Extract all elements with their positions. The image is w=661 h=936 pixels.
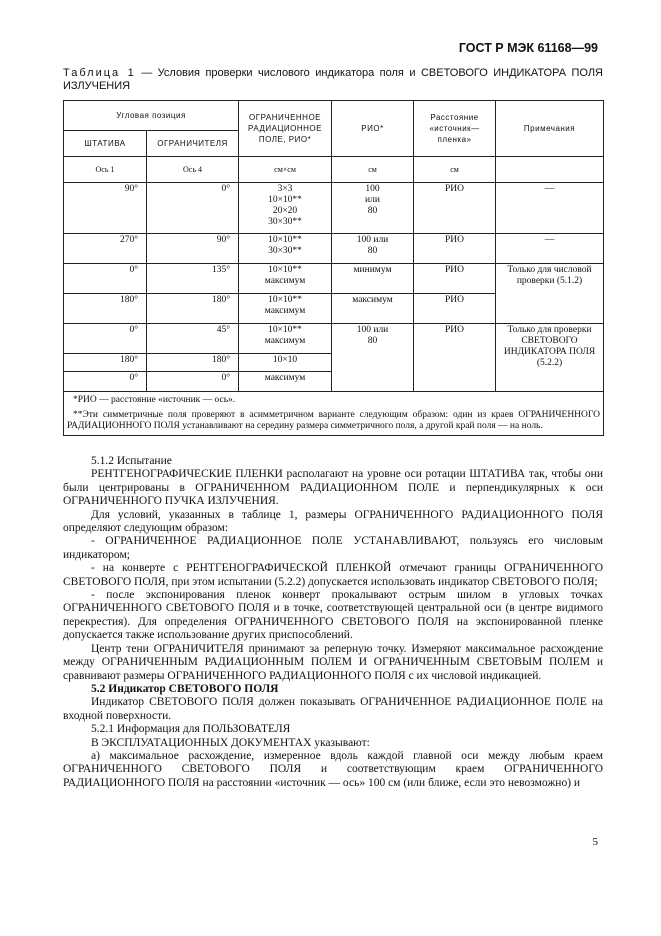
paragraph: а) максимальное расхождение, измеренное вдоль каждой главной оси между любым краем ОГРАНИЧЕННОГО СВЕТОВОГО ПОЛЯ и соответствующим краем ОГРАНИЧЕННОГО РАДИАЦИОННОГО ПОЛЯ на расстоянии «источник — ось» 100 см (или ближе, если это невозможно) и bbox=[63, 749, 603, 789]
cell-axis1: 0° bbox=[64, 264, 147, 294]
cell-distance: РИО bbox=[414, 264, 496, 294]
header-limiter: ОГРАНИЧИТЕЛЯ bbox=[147, 131, 239, 157]
cell-axis4: 0° bbox=[147, 372, 239, 392]
header-rio: РИО* bbox=[332, 101, 414, 157]
header-notes: Примечания bbox=[496, 101, 604, 157]
cell-axis4: 135° bbox=[147, 264, 239, 294]
header-axis1: Ось 1 bbox=[64, 157, 147, 183]
unit-rio: см bbox=[332, 157, 414, 183]
cell-field: 3×3 10×10** 20×20 30×30** bbox=[239, 183, 332, 234]
cell-distance: РИО bbox=[414, 294, 496, 324]
section-5-2-1-title: 5.2.1 Информация для ПОЛЬЗОВАТЕЛЯ bbox=[91, 723, 291, 736]
table-row bbox=[64, 183, 604, 234]
unit-field: см×см bbox=[239, 157, 332, 183]
cell-note: Только для проверки СВЕТОВОГО ИНДИКАТОРА ПОЛЯ (5.2.2) bbox=[496, 324, 604, 392]
cell-note: — bbox=[496, 234, 604, 264]
cell-distance: РИО bbox=[414, 234, 496, 264]
cell-field: 10×10 bbox=[239, 354, 332, 372]
header-distance: Расстояние «источник— пленка» bbox=[414, 101, 496, 157]
unit-distance: см bbox=[414, 157, 496, 183]
table-footnotes bbox=[64, 392, 604, 436]
paragraph: - ОГРАНИЧЕННОЕ РАДИАЦИОННОЕ ПОЛЕ УСТАНАВЛИВАЮТ, пользуясь его числовым индикатором; bbox=[63, 535, 603, 561]
paragraph: Для условий, указанных в таблице 1, размеры ОГРАНИЧЕННОГО РАДИАЦИОННОГО ПОЛЯ определяют следующим образом: bbox=[63, 508, 603, 535]
page-number: 5 bbox=[592, 836, 598, 848]
cell-rio: 100 или 80 bbox=[332, 183, 414, 234]
cell-axis4: 90° bbox=[147, 234, 239, 264]
section-5-2-title: 5.2 Индикатор СВЕТОВОГО ПОЛЯ bbox=[91, 682, 279, 695]
footnote-symmetric: **Эти симметричные поля проверяют в асимметричном варианте следующим образом: один из краев ОГРАНИЧЕННОГО РАДИАЦИОННОГО ПОЛЯ устанавливают на середину размера симметричного поля, а другой край поля — на ноль. bbox=[67, 410, 601, 431]
cell-distance: РИО bbox=[414, 183, 496, 234]
cell-axis1: 180° bbox=[64, 354, 147, 372]
cell-axis1: 180° bbox=[64, 294, 147, 324]
paragraph: Центр тени ОГРАНИЧИТЕЛЯ принимают за реперную точку. Измеряют максимальное расхождение между ОГРАНИЧЕННЫМ РАДИАЦИОННЫМ ПОЛЕМ И ОГРАНИЧЕННЫМ СВЕТОВЫМ ПОЛЕМ и сравнивают размеры ОГРАНИЧЕННОГО РАДИАЦИОННОГО ПОЛЯ с их числовой индикацией. bbox=[63, 642, 603, 682]
table-row bbox=[64, 234, 604, 264]
table-caption bbox=[63, 67, 603, 93]
cell-axis4: 0° bbox=[147, 183, 239, 234]
cell-note: Только для числовой проверки (5.1.2) bbox=[496, 264, 604, 324]
cell-rio: максимум bbox=[332, 294, 414, 324]
table-row bbox=[64, 264, 604, 294]
table-row bbox=[64, 324, 604, 354]
paragraph: - после экспонирования пленок конверт прокалывают острым шилом в угловых точках ОГРАНИЧЕННОГО СВЕТОВОГО ПОЛЯ и в точке, соответствующей центральной оси (в центре видимого перекрестия). Для определения ОГРАНИЧЕННОГО СВЕТОВОГО ПОЛЯ на экспонированной пленке допускается также использование других приспособлений. bbox=[63, 589, 603, 642]
cell-axis1: 0° bbox=[64, 324, 147, 354]
cell-axis4: 45° bbox=[147, 324, 239, 354]
cell-field: 10×10** 30×30** bbox=[239, 234, 332, 264]
header-angular-position: Угловая позиция bbox=[64, 101, 239, 131]
cell-field: 10×10** максимум bbox=[239, 324, 332, 354]
cell-axis1: 90° bbox=[64, 183, 147, 234]
header-stand: ШТАТИВА bbox=[64, 131, 147, 157]
cell-rio: 100 или 80 bbox=[332, 324, 414, 392]
conditions-table bbox=[63, 100, 604, 436]
paragraph: - на конверте с РЕНТГЕНОГРАФИЧЕСКОЙ ПЛЕНКОЙ отмечают границы ОГРАНИЧЕННОГО СВЕТОВОГО ПОЛЯ, при этом испытании (5.2.2) допускается использовать индикатор СВЕТОВОГО ПОЛЯ; bbox=[63, 562, 603, 588]
cell-axis4: 180° bbox=[147, 354, 239, 372]
cell-field: 10×10** максимум bbox=[239, 264, 332, 294]
header-axis4: Ось 4 bbox=[147, 157, 239, 183]
cell-distance: РИО bbox=[414, 324, 496, 392]
cell-rio: 100 или 80 bbox=[332, 234, 414, 264]
cell-field: 10×10** максимум bbox=[239, 294, 332, 324]
main-text bbox=[63, 455, 603, 790]
cell-axis4: 180° bbox=[147, 294, 239, 324]
paragraph: Индикатор СВЕТОВОГО ПОЛЯ должен показывать ОГРАНИЧЕННОЕ РАДИАЦИОННОЕ ПОЛЕ на входной поверхности. bbox=[63, 696, 603, 722]
paragraph: РЕНТГЕНОГРАФИЧЕСКИЕ ПЛЕНКИ располагают на уровне оси ротации ШТАТИВА так, чтобы они были центрированы в ОГРАНИЧЕННОМ РАДИАЦИОННОМ ПОЛЕ и перпендикулярных к оси ОГРАНИЧЕННОГО ПУЧКА ИЗЛУЧЕНИЯ. bbox=[63, 468, 603, 508]
document-code: ГОСТ Р МЭК 61168—99 bbox=[458, 41, 598, 55]
paragraph: В ЭКСПЛУАТАЦИОННЫХ ДОКУМЕНТАХ указывают: bbox=[91, 736, 370, 749]
cell-axis1: 0° bbox=[64, 372, 147, 392]
unit-notes-empty bbox=[496, 157, 604, 183]
cell-rio: минимум bbox=[332, 264, 414, 294]
section-5-1-2-title: 5.1.2 Испытание bbox=[91, 455, 172, 467]
cell-note: — bbox=[496, 183, 604, 234]
cell-field: максимум bbox=[239, 372, 332, 392]
table-caption-label: Таблица 1 bbox=[63, 67, 136, 79]
header-limited-field: ОГРАНИЧЕННОЕ РАДИАЦИОННОЕ ПОЛЕ, РИО* bbox=[239, 101, 332, 157]
table-caption-text: — Условия проверки числового индикатора поля и СВЕТОВОГО ИНДИКАТОРА ПОЛЯ ИЗЛУЧЕНИЯ bbox=[63, 67, 603, 92]
footnote-rio: *РИО — расстояние «источник — ось». bbox=[73, 395, 236, 405]
cell-axis1: 270° bbox=[64, 234, 147, 264]
